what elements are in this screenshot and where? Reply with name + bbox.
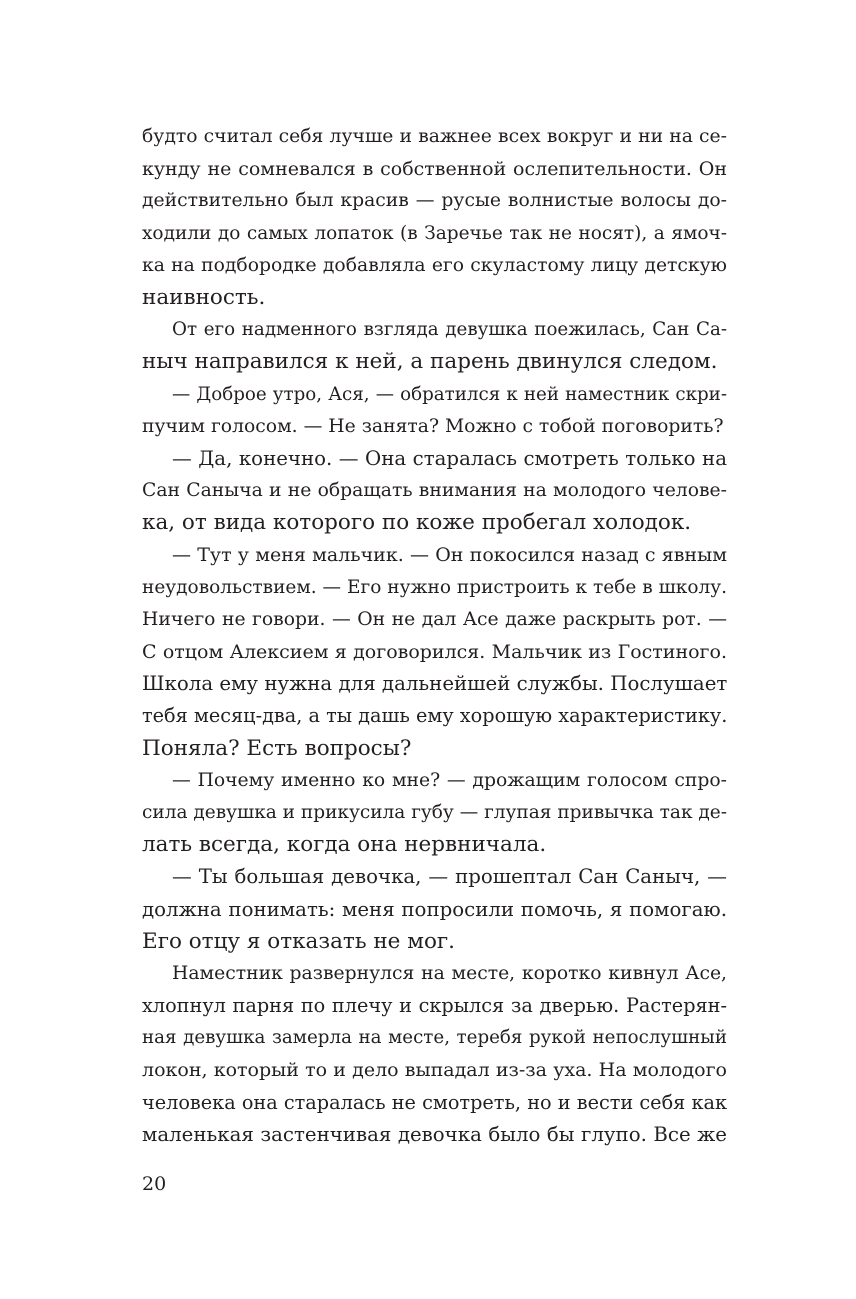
text-line: человека она старалась не смотреть, но и вести себя как <box>142 1090 727 1114</box>
text-line: От его надменного взгляда девушка поежилась, Сан Са- <box>172 319 727 341</box>
text-line: — Да, конечно. — Она старалась смотреть только на <box>172 446 727 470</box>
text-line: ка, от вида которого по коже пробегал холодок. <box>142 510 692 536</box>
text-line: ная девушка замерла на месте, теребя рукой непослушный <box>142 1027 727 1049</box>
text-line: хлопнул парня по плечу и скрылся за дверью. Растерян- <box>142 994 727 1018</box>
text-line: Ничего не говори. — Он не дал Асе даже раскрыть рот. — <box>142 608 727 630</box>
text-line: Поняла? Есть вопросы? <box>142 735 412 761</box>
text-line: тебя месяц-два, а ты дашь ему хорошую характеристику. <box>142 704 728 728</box>
body-text <box>142 121 727 1151</box>
text-line: лать всегда, когда она нервничала. <box>142 832 547 858</box>
text-line: наивность. <box>142 284 266 310</box>
text-line: Сан Саныча и не обращать внимания на молодого челове- <box>142 480 727 502</box>
text-line: маленькая застенчивая девочка было бы глупо. Все же <box>142 1122 727 1146</box>
text-line: ка на подбородке добавляла его скуластому лицу детскую <box>142 254 727 276</box>
text-line: кунду не сомневался в собственной ослепительности. Он <box>142 158 727 181</box>
text-line: ходили до самых лопаток (в Заречье так не носят), а ямоч- <box>142 222 727 244</box>
text-line: — Ты большая девочка, — прошептал Сан Саныч, — <box>172 865 727 889</box>
text-line: — Доброе утро, Ася, — обратился к ней наместник скри- <box>172 383 727 405</box>
text-line: сила девушка и прикусила губу — глупая привычка так де- <box>142 801 727 823</box>
text-line: будто считал себя лучше и важнее всех вокруг и ни на се- <box>142 126 727 147</box>
text-line: Наместник развернулся на месте, коротко кивнул Асе, <box>172 962 727 984</box>
text-line: Его отцу я отказать не мог. <box>142 928 456 954</box>
text-line: действительно был красив — русые волнистые волосы до- <box>142 190 727 212</box>
text-line: С отцом Алексием я договорился. Мальчик из Гостиного. <box>142 641 727 663</box>
text-line: неудовольствием. — Его нужно пристроить к тебе в школу. <box>142 576 727 598</box>
text-line: должна понимать: меня попросили помочь, я помогаю. <box>142 897 727 921</box>
text-line: ныч направился к ней, а парень двинулся следом. <box>142 349 718 375</box>
text-line: пучим голосом. — Не занята? Можно с тобой поговорить? <box>142 415 724 437</box>
text-line: локон, который то и дело выпадал из-за уха. На молодого <box>142 1059 727 1082</box>
page-number: 20 <box>142 1173 167 1195</box>
text-line: Школа ему нужна для дальнейшей службы. Послушает <box>142 672 728 696</box>
text-line: — Почему именно ко мне? — дрожащим голосом спро- <box>172 769 727 791</box>
text-line: — Тут у меня мальчик. — Он покосился назад с явным <box>172 544 727 567</box>
